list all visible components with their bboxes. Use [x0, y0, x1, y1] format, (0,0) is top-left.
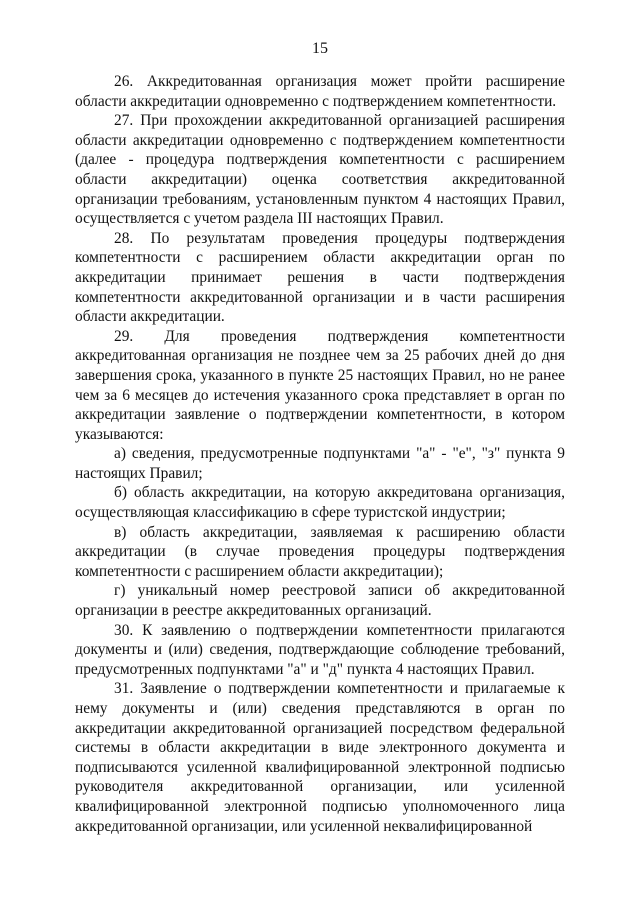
- page-number: 15: [312, 40, 328, 57]
- paragraph-29-item-a: а) сведения, предусмотренные подпунктами "а" - "е", "з" пункта 9 настоящих Правил;: [75, 445, 565, 482]
- paragraph-29-item-v: в) область аккредитации, заявляемая к расширению области аккредитации (в случае проведения процедуры подтверждения компетентности с расширением области аккредитации);: [75, 523, 565, 580]
- paragraph-31: 31. Заявление о подтверждении компетентности и прилагаемые к нему документы и (или) сведения представляются в орган по аккредитации аккредитованной организацией посредством федеральной системы в области аккредитации в виде электронного документа и подписываются усиленной квалифицированной электронной подписью руководителя аккредитованной организации, или усиленной квалифицированной электронной подписью уполномоченного лица аккредитованной организации, или усиленной неквалифицированной: [75, 680, 565, 835]
- document-body: [75, 72, 565, 836]
- paragraph-27: 27. При прохождении аккредитованной организацией расширения области аккредитации одновременно с подтверждением компетентности (далее - процедура подтверждения компетентности с расширением области аккредитации) оценка соответствия аккредитованной организации требованиям, установленным пунктом 4 настоящих Правил, осуществляется с учетом раздела III настоящих Правил.: [75, 112, 565, 228]
- paragraph-26: 26. Аккредитованная организация может пройти расширение области аккредитации одновременно с подтверждением компетентности.: [75, 73, 565, 110]
- paragraph-29-item-g: г) уникальный номер реестровой записи об аккредитованной организации в реестре аккредитованных организаций.: [75, 582, 565, 620]
- paragraph-28: 28. По результатам проведения процедуры подтверждения компетентности с расширением области аккредитации орган по аккредитации принимает решения в части подтверждения компетентности аккредитованной организации и в части расширения области аккредитации.: [75, 229, 565, 326]
- paragraph-29: 29. Для проведения подтверждения компетентности аккредитованная организация не позднее чем за 25 рабочих дней до дня завершения срока, указанного в пункте 25 настоящих Правил, но не ранее чем за 6 месяцев до истечения указанного срока представляет в орган по аккредитации заявление о подтверждении компетентности, в котором указываются:: [75, 327, 565, 443]
- paragraph-30: 30. К заявлению о подтверждении компетентности прилагаются документы и (или) сведения, подтверждающие соблюдение требований, предусмотренных подпунктами "а" и "д" пункта 4 настоящих Правил.: [75, 621, 565, 678]
- paragraph-29-item-b: б) область аккредитации, на которую аккредитована организация, осуществляющая классификацию в сфере туристской индустрии;: [75, 484, 565, 522]
